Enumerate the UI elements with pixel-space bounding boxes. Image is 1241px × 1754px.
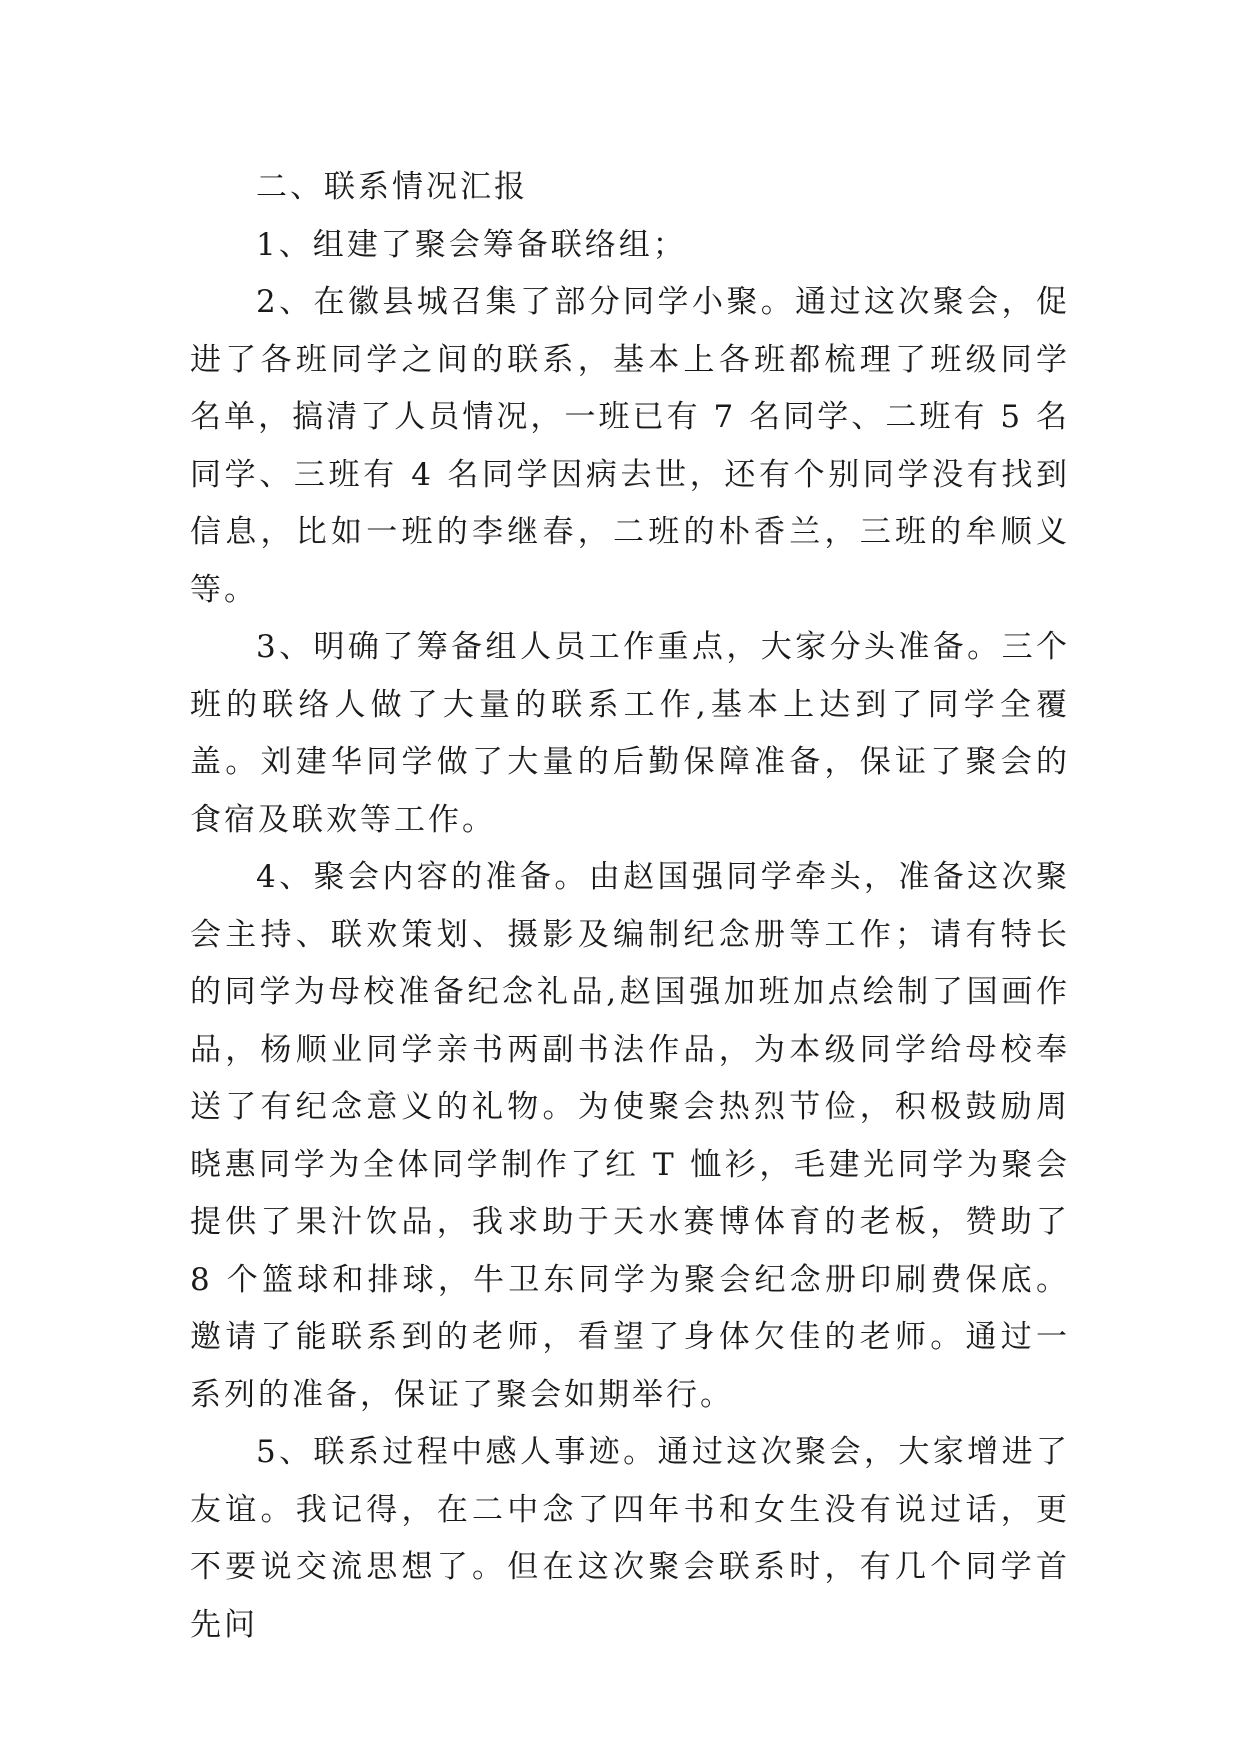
document-body (190, 159, 1070, 1654)
paragraph-item-4: 4、聚会内容的准备。由赵国强同学牵头，准备这次聚会主持、联欢策划、摄影及编制纪念册等工作；请有特长的同学为母校准备纪念礼品,赵国强加班加点绘制了国画作品，杨顺业同学亲书两副书法作品，为本级同学给母校奉送了有纪念意义的礼物。为使聚会热烈节俭，积极鼓励周晓惠同学为全体同学制作了红 T 恤衫，毛建光同学为聚会提供了果汁饮品，我求助于天水赛博体育的老板，赞助了 8 个篮球和排球，牛卫东同学为聚会纪念册印刷费保底。邀请了能联系到的老师，看望了身体欠佳的老师。通过一系列的准备，保证了聚会如期举行。 (190, 859, 1070, 1413)
paragraph-item-5: 5、联系过程中感人事迹。通过这次聚会，大家增进了友谊。我记得，在二中念了四年书和女生没有说过话，更不要说交流思想了。但在这次聚会联系时，有几个同学首先问 (190, 1434, 1070, 1643)
paragraph-item-2: 2、在徽县城召集了部分同学小聚。通过这次聚会，促进了各班同学之间的联系，基本上各班都梳理了班级同学名单，搞清了人员情况，一班已有 7 名同学、二班有 5 名同学、三班有 4 名同学因病去世，还有个别同学没有找到信息，比如一班的李继春，二班的朴香兰，三班的牟顺义等。 (190, 284, 1070, 608)
paragraph-item-3: 3、明确了筹备组人员工作重点，大家分头准备。三个班的联络人做了大量的联系工作,基本上达到了同学全覆盖。刘建华同学做了大量的后勤保障准备，保证了聚会的食宿及联欢等工作。 (190, 629, 1070, 838)
paragraph-item-1: 1、组建了聚会筹备联络组； (256, 226, 687, 263)
section-heading: 二、联系情况汇报 (256, 169, 528, 205)
